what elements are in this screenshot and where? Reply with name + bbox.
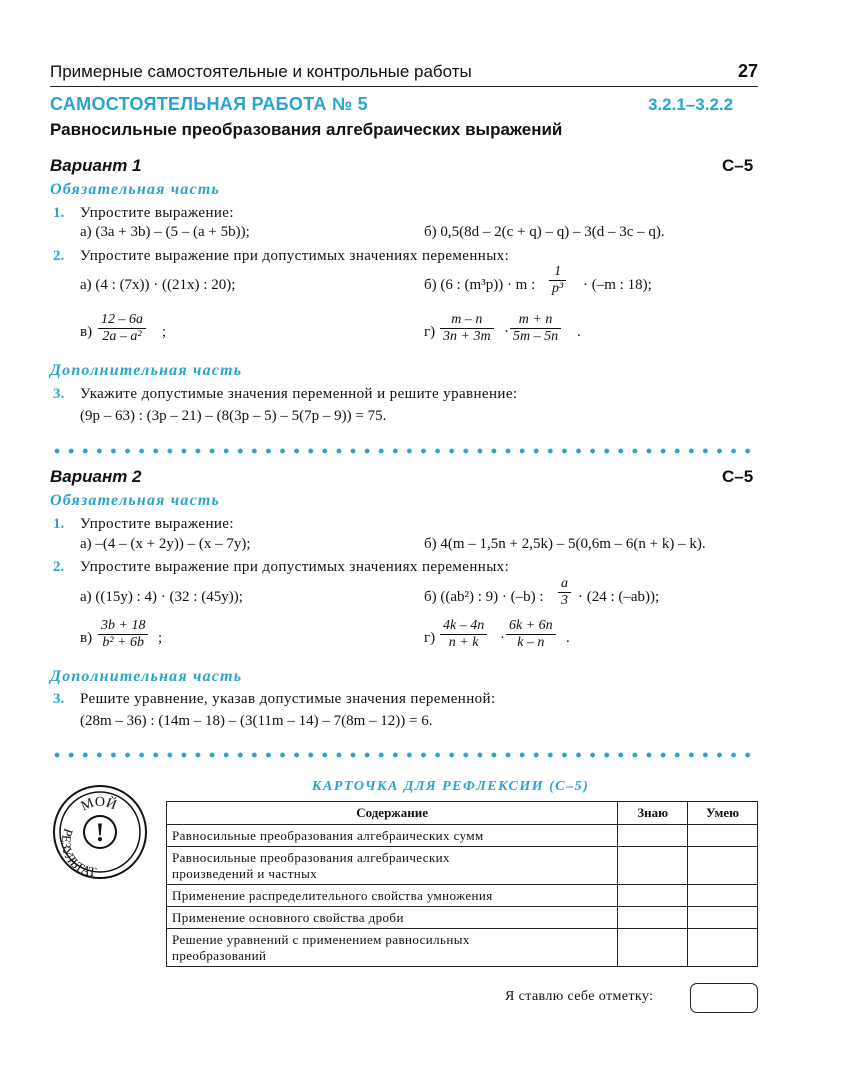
- self-mark-box[interactable]: [690, 983, 758, 1013]
- fraction-denominator: 3n + 3m: [443, 329, 491, 344]
- variant2-mandatory-label: Обязательная часть: [50, 492, 221, 509]
- v1-task2-text: Упростите выражение при допустимых значениях переменных:: [80, 248, 510, 264]
- work-codes: 3.2.1–3.2.2: [648, 95, 734, 114]
- column-header-content: Содержание: [167, 802, 618, 825]
- table-row: [167, 825, 758, 847]
- work-subtitle: Равносильные преобразования алгебраических выражений: [50, 120, 563, 139]
- v2-task2-text: Упростите выражение при допустимых значениях переменных:: [80, 559, 510, 575]
- v2-task1-number: 1.: [53, 516, 65, 532]
- know-cell[interactable]: [618, 847, 688, 885]
- can-cell[interactable]: [688, 825, 758, 847]
- multiply-dot: ·: [500, 630, 505, 646]
- can-cell[interactable]: [688, 929, 758, 967]
- fraction-numerator: 3b + 18: [98, 618, 148, 635]
- reflection-table: [166, 801, 758, 967]
- know-cell[interactable]: [618, 907, 688, 929]
- row-content: Решение уравнений с применением равносильных преобразований: [167, 929, 618, 967]
- variant1-code: С–5: [722, 156, 754, 175]
- column-header-can: Умею: [688, 802, 758, 825]
- v1-task2-b-prefix: б) (6 : (m³p)) · m :: [424, 277, 536, 293]
- v2-task2-v-suffix: ;: [158, 630, 163, 646]
- column-header-know: Знаю: [618, 802, 688, 825]
- can-cell[interactable]: [688, 885, 758, 907]
- v2-task1-b: б) 4(m – 1,5n + 2,5k) – 5(0,6m – 6(n + k) – k).: [424, 536, 706, 552]
- fraction-denominator: b² + 6b: [102, 635, 145, 650]
- variant2-extra-label: Дополнительная часть: [50, 668, 243, 685]
- v2-task2-g-fraction2: [506, 618, 556, 651]
- v1-task2-g-fraction1: [440, 312, 494, 345]
- v1-task3-number: 3.: [53, 386, 65, 402]
- variant1-extra-label: Дополнительная часть: [50, 362, 243, 379]
- v1-task2-g-fraction2: [510, 312, 561, 345]
- v2-task2-g-fraction1: [440, 618, 487, 651]
- fraction-numerator: a: [558, 576, 571, 593]
- v1-task1-text: Упростите выражение:: [80, 205, 234, 221]
- v2-task2-number: 2.: [53, 559, 65, 575]
- dotted-separator: [50, 448, 758, 454]
- fraction-denominator: 3: [561, 593, 568, 608]
- can-cell[interactable]: [688, 847, 758, 885]
- v2-task2-v-label: в): [80, 630, 93, 646]
- can-cell[interactable]: [688, 907, 758, 929]
- table-row: [167, 847, 758, 885]
- v1-task2-v-fraction: [98, 312, 146, 345]
- fraction-numerator: m – n: [440, 312, 494, 329]
- running-title: Примерные самостоятельные и контрольные работы: [50, 62, 472, 81]
- v2-task3-number: 3.: [53, 691, 65, 707]
- stamp-top-text: МОЙ: [78, 794, 119, 815]
- variant2-code: С–5: [722, 467, 754, 486]
- fraction-numerator: m + n: [510, 312, 561, 329]
- variant2-title: Вариант 2: [50, 467, 142, 486]
- v1-task2-b-fraction: [549, 264, 566, 297]
- v1-task2-a: а) (4 : (7x)) · ((21x) : 20);: [80, 277, 236, 293]
- v2-task2-b-suffix: · (24 : (–ab));: [578, 589, 660, 605]
- fraction-numerator: 4k – 4n: [440, 618, 487, 635]
- v2-task1-a: а) –(4 – (x + 2y)) – (x – 7y);: [80, 536, 251, 552]
- table-row: [167, 885, 758, 907]
- fraction-numerator: 12 – 6a: [98, 312, 146, 329]
- v2-task2-b-prefix: б) ((ab²) : 9) · (–b) :: [424, 589, 544, 605]
- fraction-denominator: 2a – a²: [102, 329, 142, 344]
- table-row: [167, 907, 758, 929]
- v1-task2-number: 2.: [53, 248, 65, 264]
- v2-task2-g-label: г): [424, 630, 436, 646]
- dotted-separator: [50, 752, 758, 758]
- table-header-row: [167, 802, 758, 825]
- mark-label: Я ставлю себе отметку:: [505, 989, 654, 1004]
- v2-task2-v-fraction: [98, 618, 148, 651]
- know-cell[interactable]: [618, 825, 688, 847]
- row-content: Применение основного свойства дроби: [167, 907, 618, 929]
- exclamation-icon: !: [95, 818, 105, 847]
- v1-task1-number: 1.: [53, 205, 65, 221]
- v1-task2-g-suffix: .: [577, 324, 581, 340]
- fraction-denominator: n + k: [448, 635, 479, 650]
- v2-task2-g-suffix: .: [566, 630, 570, 646]
- fraction-numerator: 1: [554, 264, 562, 279]
- v2-task2-a: а) ((15y) : 4) · (32 : (45y));: [80, 589, 243, 605]
- v1-task3-equation: (9p – 63) : (3p – 21) – (8(3p – 5) – 5(7p – 9)) = 75.: [80, 408, 387, 424]
- know-cell[interactable]: [618, 885, 688, 907]
- know-cell[interactable]: [618, 929, 688, 967]
- variant1-mandatory-label: Обязательная часть: [50, 181, 221, 198]
- v1-task1-b: б) 0,5(8d – 2(c + q) – q) – 3(d – 3c – q).: [424, 224, 665, 240]
- v1-task2-b-suffix: · (–m : 18);: [583, 277, 652, 293]
- v1-task2-v-suffix: ;: [162, 324, 167, 340]
- v1-task3-text: Укажите допустимые значения переменной и решите уравнение:: [80, 386, 518, 402]
- row-content: Применение распределительного свойства умножения: [167, 885, 618, 907]
- v1-task2-g-label: г): [424, 324, 436, 340]
- reflection-title: КАРТОЧКА ДЛЯ РЕФЛЕКСИИ (С–5): [312, 779, 590, 794]
- row-content: Равносильные преобразования алгебраических сумм: [167, 825, 618, 847]
- variant1-title: Вариант 1: [50, 156, 142, 175]
- v2-task2-b-fraction: [558, 576, 571, 609]
- multiply-dot: ·: [504, 324, 509, 340]
- v2-task3-equation: (28m – 36) : (14m – 18) – (3(11m – 14) – 7(8m – 12)) = 6.: [80, 713, 433, 729]
- table-row: [167, 929, 758, 967]
- row-content: Равносильные преобразования алгебраических произведений и частных: [167, 847, 618, 885]
- fraction-denominator: k – n: [517, 635, 545, 650]
- my-result-stamp: [52, 784, 148, 880]
- v2-task1-text: Упростите выражение:: [80, 516, 234, 532]
- fraction-denominator: p³: [549, 280, 566, 297]
- work-title: САМОСТОЯТЕЛЬНАЯ РАБОТА № 5: [50, 94, 368, 114]
- v1-task1-a: а) (3a + 3b) – (5 – (a + 5b));: [80, 224, 250, 240]
- fraction-numerator: 6k + 6n: [506, 618, 556, 635]
- v2-task3-text: Решите уравнение, указав допустимые значения переменной:: [80, 691, 496, 707]
- stamp-bottom-text: РЕЗУЛЬТАТ: [58, 826, 98, 880]
- header-rule: [50, 86, 758, 87]
- v1-task2-v-label: в): [80, 324, 93, 340]
- fraction-denominator: 5m – 5n: [513, 329, 559, 344]
- page-number: 27: [738, 61, 759, 81]
